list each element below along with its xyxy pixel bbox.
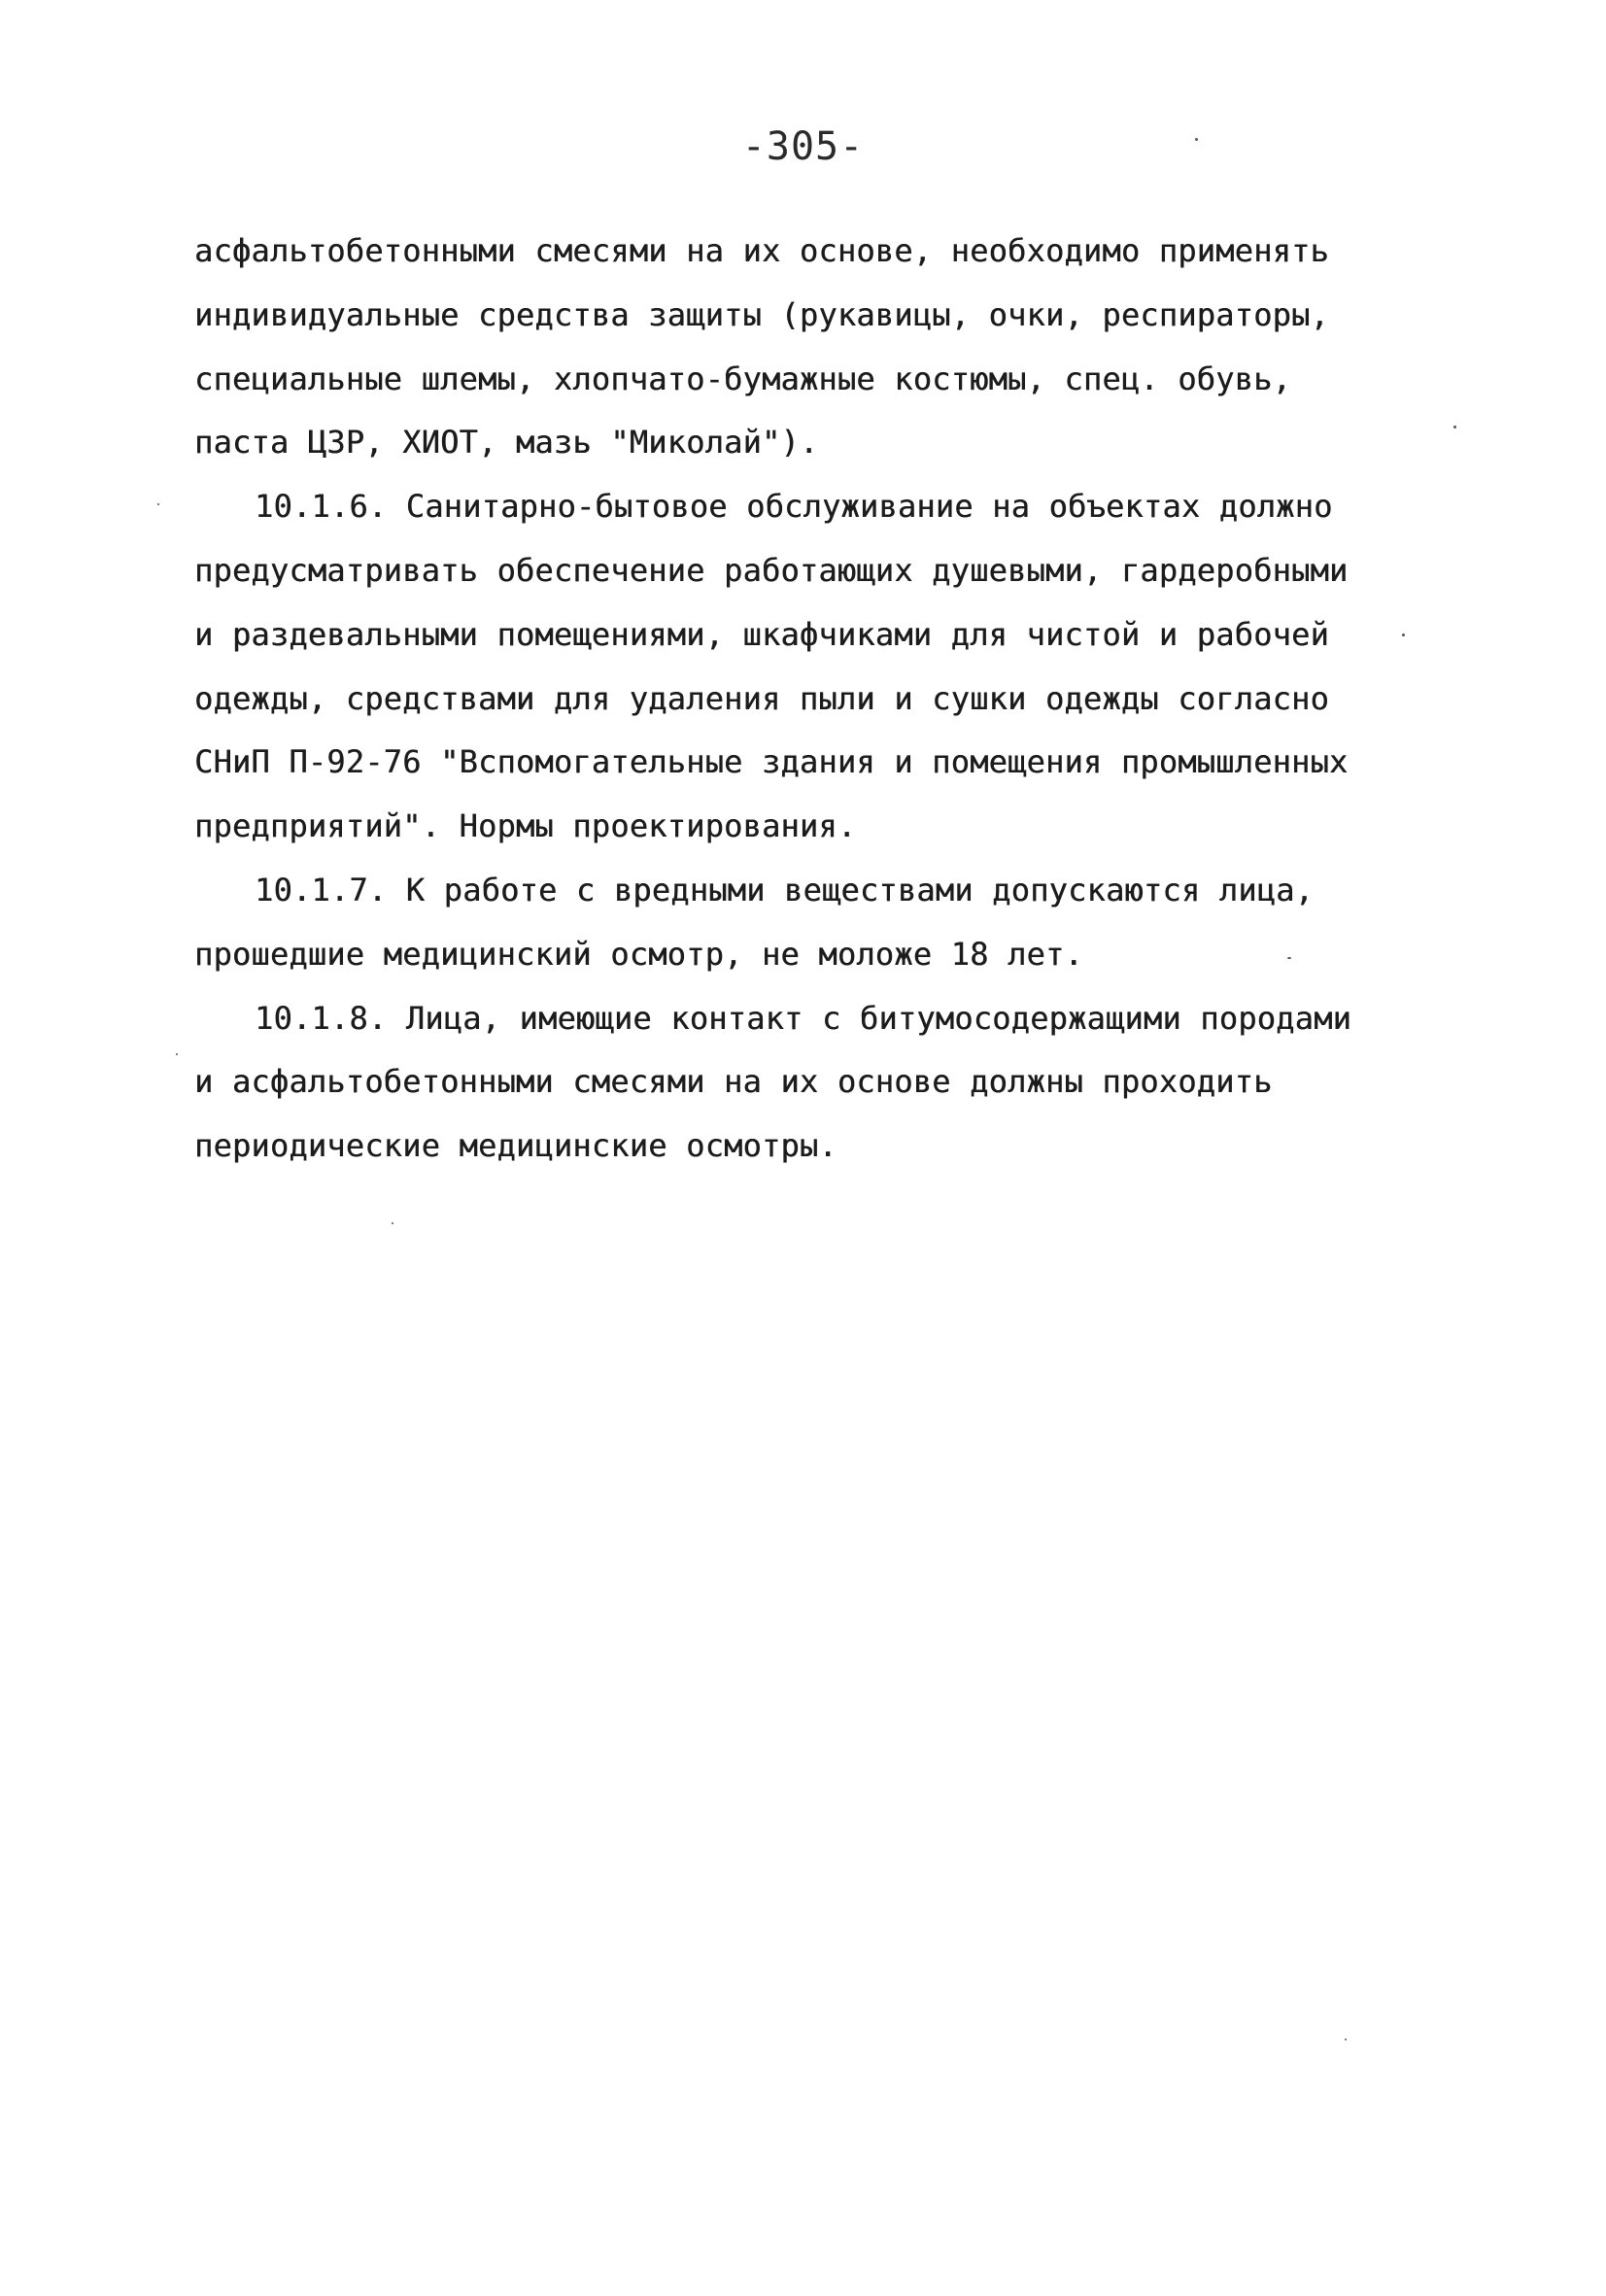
scan-speck — [392, 1222, 393, 1224]
text-line: паста ЦЗР, ХИОТ, мазь "Миколай"). — [194, 424, 819, 462]
paragraph-10-1-7: 10.1.7. К работе с вредными веществами допускаются лица, — [255, 871, 1315, 908]
text-line: прошедшие медицинский осмотр, не моложе 18 лет. — [194, 935, 1083, 973]
scan-speck — [157, 503, 159, 505]
text-line: и раздевальными помещениями, шкафчиками для чистой и рабочей — [194, 615, 1329, 653]
text-line: специальные шлемы, хлопчато-бумажные костюмы, спец. обувь, — [194, 360, 1292, 397]
text-line: индивидуальные средства защиты (рукавицы, очки, респираторы, — [194, 295, 1329, 333]
scan-speck — [1287, 957, 1291, 959]
page-number: -305- — [741, 124, 865, 169]
document-body — [194, 220, 1418, 1179]
text-line: и асфальтобетонными смесями на их основе должны проходить — [194, 1063, 1273, 1101]
paragraph-10-1-8: 10.1.8. Лица, имеющие контакт с битумосодержащими породами — [255, 999, 1352, 1037]
scan-speck — [1453, 426, 1456, 428]
text-line: предприятий". Нормы проектирования. — [194, 807, 857, 845]
paragraph-10-1-6: 10.1.6. Санитарно-бытовое обслуживание на объектах должно — [255, 488, 1333, 526]
text-line: асфальтобетонными смесями на их основе, необходимо применять — [194, 232, 1329, 269]
text-line: периодические медицинские осмотры. — [194, 1127, 837, 1165]
scan-speck — [1195, 138, 1198, 141]
text-line: предусматривать обеспечение работающих душевыми, гардеробными — [194, 551, 1349, 589]
scan-speck — [176, 1053, 178, 1055]
scan-speck — [1345, 2039, 1347, 2040]
text-line: СНиП П-92-76 "Вспомогательные здания и помещения промышленных — [194, 743, 1349, 781]
scan-speck — [1402, 634, 1405, 636]
text-line: одежды, средствами для удаления пыли и сушки одежды согласно — [194, 679, 1329, 717]
